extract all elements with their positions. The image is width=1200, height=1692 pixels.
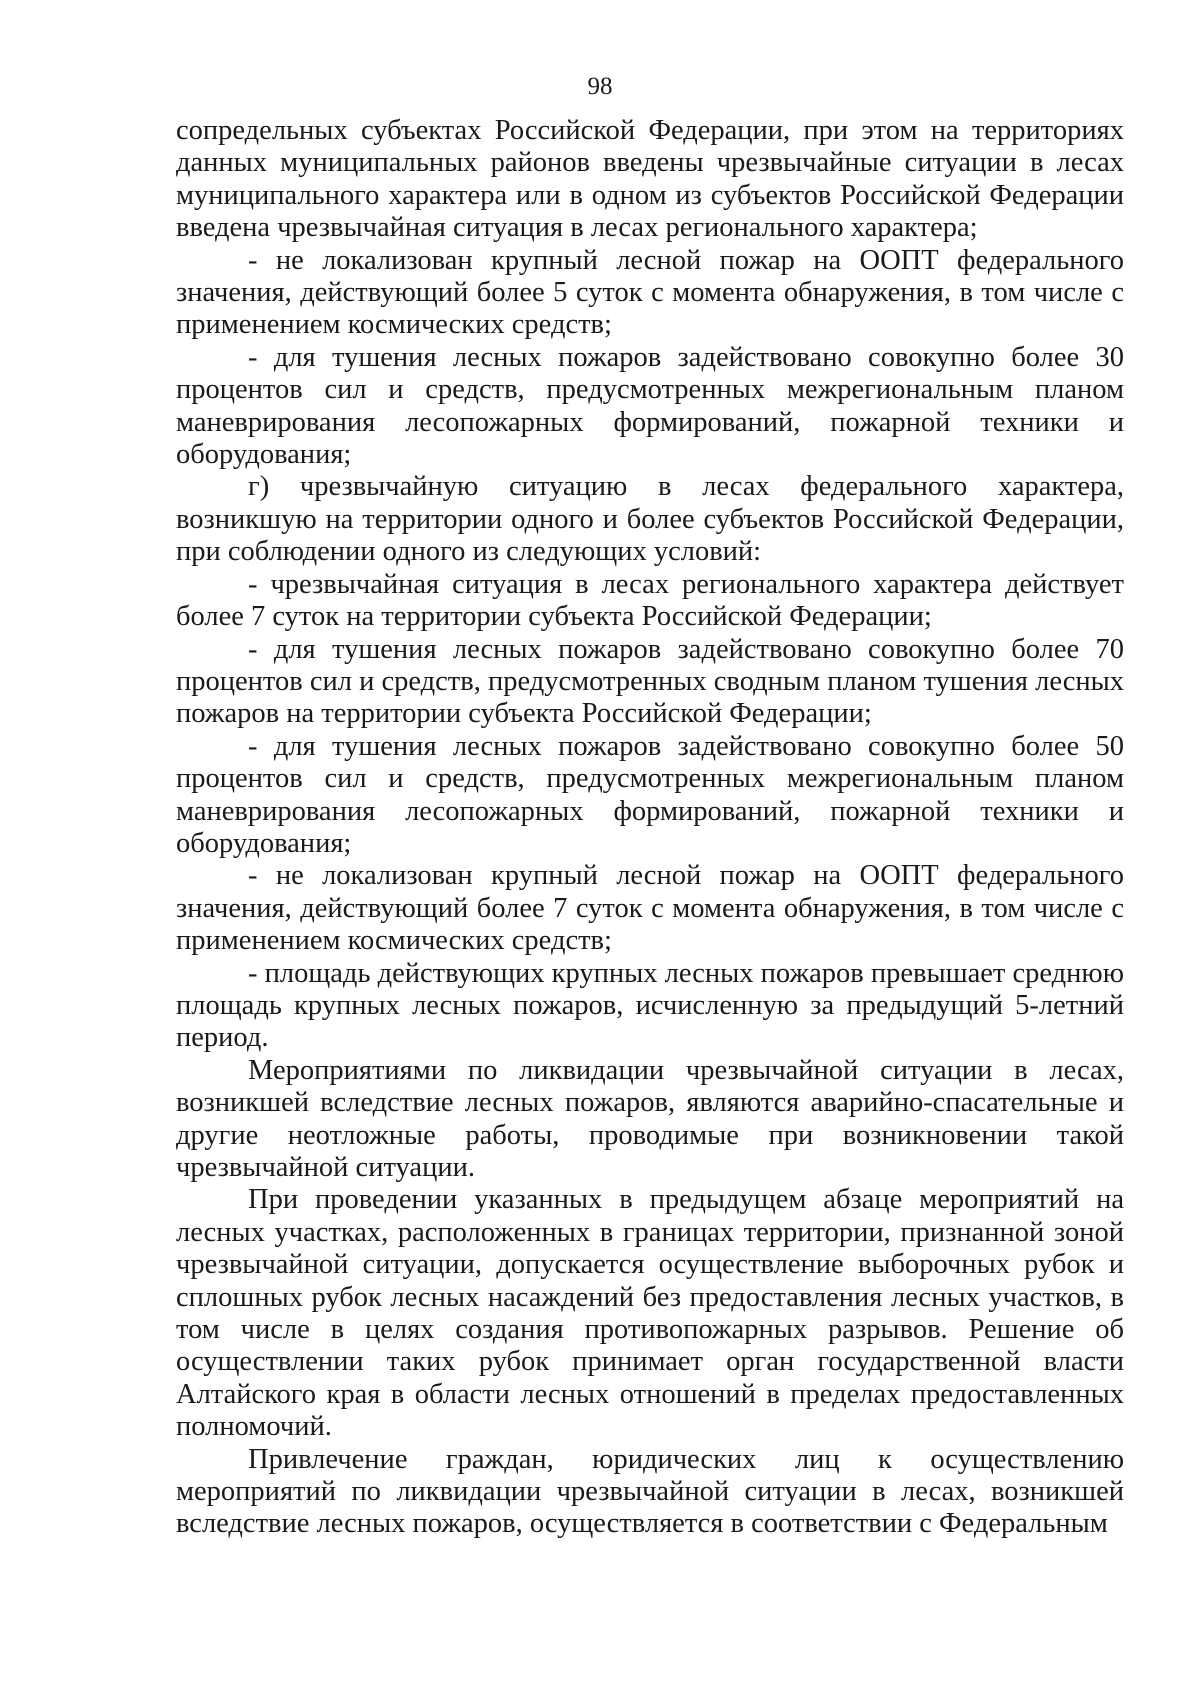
paragraph-bullet: - не локализован крупный лесной пожар на ООПТ федерального значения, действующий более 5 суток с момента обнаружения, в том числе с применением космических средств; xyxy=(176,244,1124,341)
paragraph-continuation: сопредельных субъектах Российской Федерации, при этом на территориях данных муниципальных районов введены чрезвычайные ситуации в лесах муниципального характера или в одном из субъектов Российской Федерации введена чрезвычайная ситуация в лесах регионального характера; xyxy=(176,115,1124,244)
document-body xyxy=(176,115,1124,1541)
paragraph-bullet: - не локализован крупный лесной пожар на ООПТ федерального значения, действующий более 7 суток с момента обнаружения, в том числе с применением космических средств; xyxy=(176,860,1124,957)
paragraph-bullet: - площадь действующих крупных лесных пожаров превышает среднюю площадь крупных лесных пожаров, исчисленную за предыдущий 5-летний период. xyxy=(176,957,1124,1054)
paragraph: При проведении указанных в предыдущем абзаце мероприятий на лесных участках, расположенных в границах территории, признанной зоной чрезвычайной ситуации, допускается осуществление выборочных рубок и сплошных рубок лесных насаждений без предоставления лесных участков, в том числе в целях создания противопожарных разрывов. Решение об осуществлении таких рубок принимает орган государственной власти Алтайского края в области лесных отношений в пределах предоставленных полномочий. xyxy=(176,1184,1124,1443)
page-number: 98 xyxy=(587,73,613,100)
paragraph-bullet: - для тушения лесных пожаров задействовано совокупно более 70 процентов сил и средств, предусмотренных сводным планом тушения лесных пожаров на территории субъекта Российской Федерации; xyxy=(176,633,1124,730)
paragraph-subclause-g: г) чрезвычайную ситуацию в лесах федерального характера, возникшую на территории одного и более субъектов Российской Федерации, при соблюдении одного из следующих условий: xyxy=(176,471,1124,568)
paragraph-bullet: - для тушения лесных пожаров задействовано совокупно более 50 процентов сил и средств, предусмотренных межрегиональным планом маневрирования лесопожарных формирований, пожарной техники и оборудования; xyxy=(176,730,1124,859)
paragraph-bullet: - чрезвычайная ситуация в лесах регионального характера действует более 7 суток на территории субъекта Российской Федерации; xyxy=(176,568,1124,633)
paragraph-bullet: - для тушения лесных пожаров задействовано совокупно более 30 процентов сил и средств, предусмотренных межрегиональным планом маневрирования лесопожарных формирований, пожарной техники и оборудования; xyxy=(176,341,1124,471)
paragraph: Мероприятиями по ликвидации чрезвычайной ситуации в лесах, возникшей вследствие лесных пожаров, являются аварийно-спасательные и другие неотложные работы, проводимые при возникновении такой чрезвычайной ситуации. xyxy=(176,1054,1124,1183)
paragraph: Привлечение граждан, юридических лиц к осуществлению мероприятий по ликвидации чрезвычайной ситуации в лесах, возникшей вследствие лесных пожаров, осуществляется в соответствии с Федеральным xyxy=(176,1443,1124,1540)
